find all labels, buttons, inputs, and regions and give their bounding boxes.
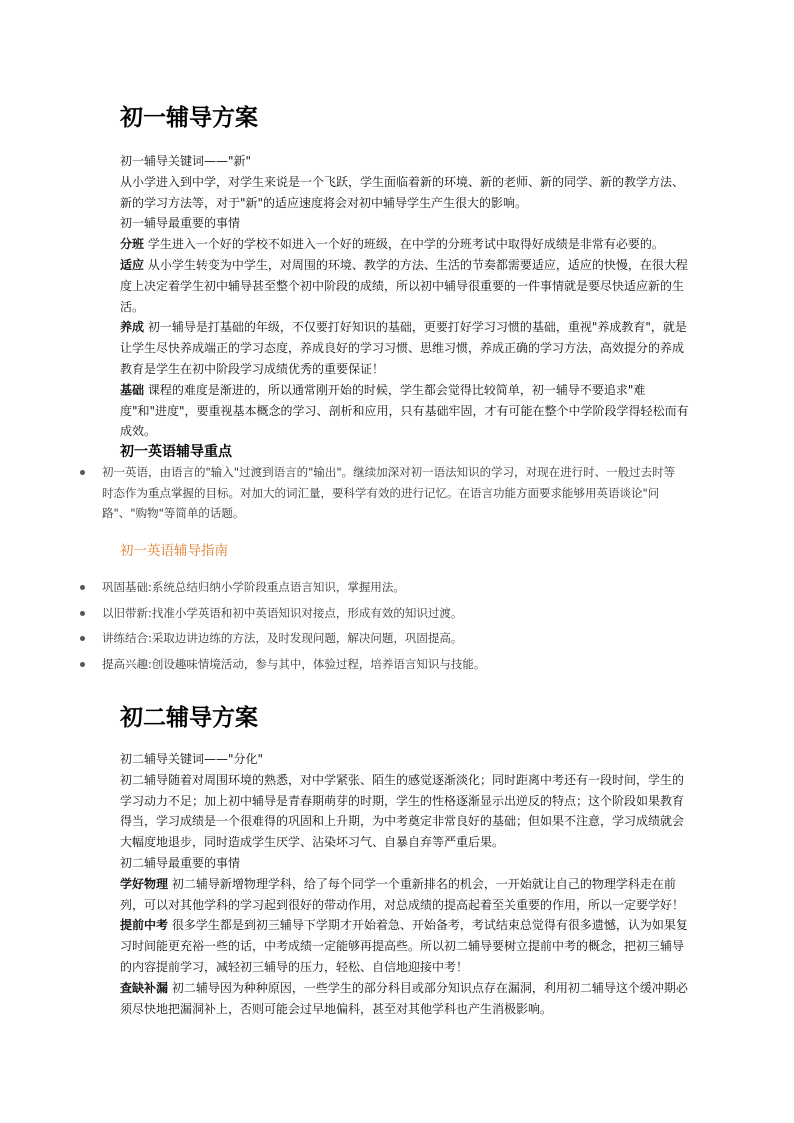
bullet-icon <box>80 636 85 641</box>
list-item <box>0 628 794 649</box>
section1-item <box>120 255 690 317</box>
item-text: 初二辅导因为种种原因，一些学生的部分科目或部分知识点存在漏洞，利用初二辅导这个缓冲期必须尽快地把漏洞补上，否则可能会过早地偏科，甚至对其他学科也产生消极影响。 <box>120 980 688 1016</box>
item-text: 学生进入一个好的学校不如进入一个好的班级，在中学的分班考试中取得好成绩是非常有必要的。 <box>144 237 664 252</box>
list-item <box>0 603 794 624</box>
bullet-icon <box>80 662 85 667</box>
list-item-text: 提高兴趣:创设趣味情境活动，参与其中，体验过程，培养语言知识与技能。 <box>102 656 486 671</box>
item-term: 查缺补漏 <box>120 980 169 995</box>
section2-title: 初二辅导方案 <box>120 704 258 731</box>
list-item <box>0 654 794 675</box>
section2-important-heading: 初二辅导最重要的事情 <box>120 855 241 870</box>
section2-intro: 初二辅导随着对周围环境的熟悉，对中学紧张、陌生的感觉逐渐淡化；同时距离中考还有一段时间，学生的学习动力不足；加上初中辅导是青春期萌芽的时期，学生的性格逐渐显示出逆反的特点；这个阶段如果教育得当，学习成绩是一个很难得的巩固和上升期，为中考奠定非常良好的基础；但如果不注意，学习成绩就会大幅度地退步，同时造成学生厌学、沾染坏习气、自暴自弃等严重后果。 <box>120 772 685 850</box>
section1-keyword-line: 初一辅导关键词——"新" <box>120 154 252 168</box>
item-text: 很多学生都是到初三辅导下学期才开始着急、开始备考，考试结束总觉得有很多遗憾，认为如果复习时间能更充裕一些的话，中考成绩一定能够再提高些。所以初二辅导要树立提前中考的概念，把初三辅导的内容提前学习，减轻初三辅导的压力，轻松、自信地迎接中考！ <box>120 918 688 974</box>
section1-title: 初一辅导方案 <box>120 104 258 131</box>
item-term: 分班 <box>120 237 145 252</box>
bullet-icon <box>80 585 85 590</box>
item-text: 课程的难度是渐进的，所以通常刚开始的时候，学生都会觉得比较简单，初一辅导不要追求"难度"和"进度"，要重视基本概念的学习、剖析和应用，只有基础牢固，才有可能在整个中学阶段学得轻松而有成效。 <box>120 382 689 439</box>
list-item-text: 讲练结合:采取边讲边练的方法，及时发现问题，解决问题，巩固提高。 <box>102 631 463 645</box>
item-text: 初一辅导是打基础的年级，不仅要打好知识的基础，更要打好学习习惯的基础，重视"养成教育"，就是让学生尽快养成端正的学习态度，养成良好的学习习惯、思维习惯，养成正确的学习方法，高效提分的养成教育是学生在初中阶段学习成绩优秀的重要保证！ <box>120 320 687 376</box>
item-term: 基础 <box>120 382 145 397</box>
item-term: 适应 <box>120 257 145 272</box>
section2-keyword-line: 初二辅导关键词——"分化" <box>120 752 264 766</box>
section1-item <box>120 380 690 442</box>
section2-item <box>120 874 690 916</box>
section1-intro: 从小学进入到中学，对学生来说是一个飞跃，学生面临着新的环境、新的老师、新的同学、新的教学方法、新的学习方法等，对于"新"的适应速度将会对初中辅导学生产生很大的影响。 <box>120 174 685 210</box>
section2-item <box>120 915 690 977</box>
list-item <box>0 577 794 598</box>
item-term: 提前中考 <box>120 918 169 933</box>
english-bullet-list <box>0 462 794 524</box>
bullet-icon <box>80 611 85 616</box>
section2-body <box>120 749 690 1019</box>
section1-item <box>120 317 690 379</box>
list-item-text: 初一英语，由语言的"输入"过渡到语言的"输出"。继续加深对初一语法知识的学习，对现在进行时、一般过去时等时态作为重点掌握的目标。对加大的词汇量，要科学有效的进行记忆。在语言功能方面要求能够用英语谈论"问路"、"购物"等简单的话题。 <box>102 465 676 520</box>
list-item-text: 以旧带新:找准小学英语和初中英语知识对接点，形成有效的知识过渡。 <box>102 605 463 620</box>
item-text: 从小学生转变为中学生，对周围的环境、教学的方法、生活的节奏都需要适应，适应的快慢，在很大程度上决定着学生初中辅导甚至整个初中阶段的成绩，所以初中辅导很重要的一件事情就是要尽快适应新的生活。 <box>120 257 688 314</box>
item-term: 养成 <box>120 320 145 335</box>
guide-list <box>0 577 794 674</box>
list-item-text: 巩固基础:系统总结归纳小学阶段重点语言知识，掌握用法。 <box>102 580 405 594</box>
english-heading: 初一英语辅导重点 <box>120 444 232 460</box>
guide-heading: 初一英语辅导指南 <box>120 543 228 559</box>
item-text: 初二辅导新增物理学科，给了每个同学一个重新排名的机会，一开始就让自己的物理学科走在前列，可以对其他学科的学习起到很好的带动作用，对总成绩的提高起着至关重要的作用，所以一定要学好！ <box>120 876 685 912</box>
section1-important-heading: 初一辅导最重要的事情 <box>120 216 241 231</box>
item-term: 学好物理 <box>120 876 169 891</box>
bullet-icon <box>80 470 85 475</box>
list-item <box>0 462 794 524</box>
section1-item <box>120 234 690 255</box>
section2-item <box>120 978 690 1020</box>
section1-body <box>120 151 690 442</box>
